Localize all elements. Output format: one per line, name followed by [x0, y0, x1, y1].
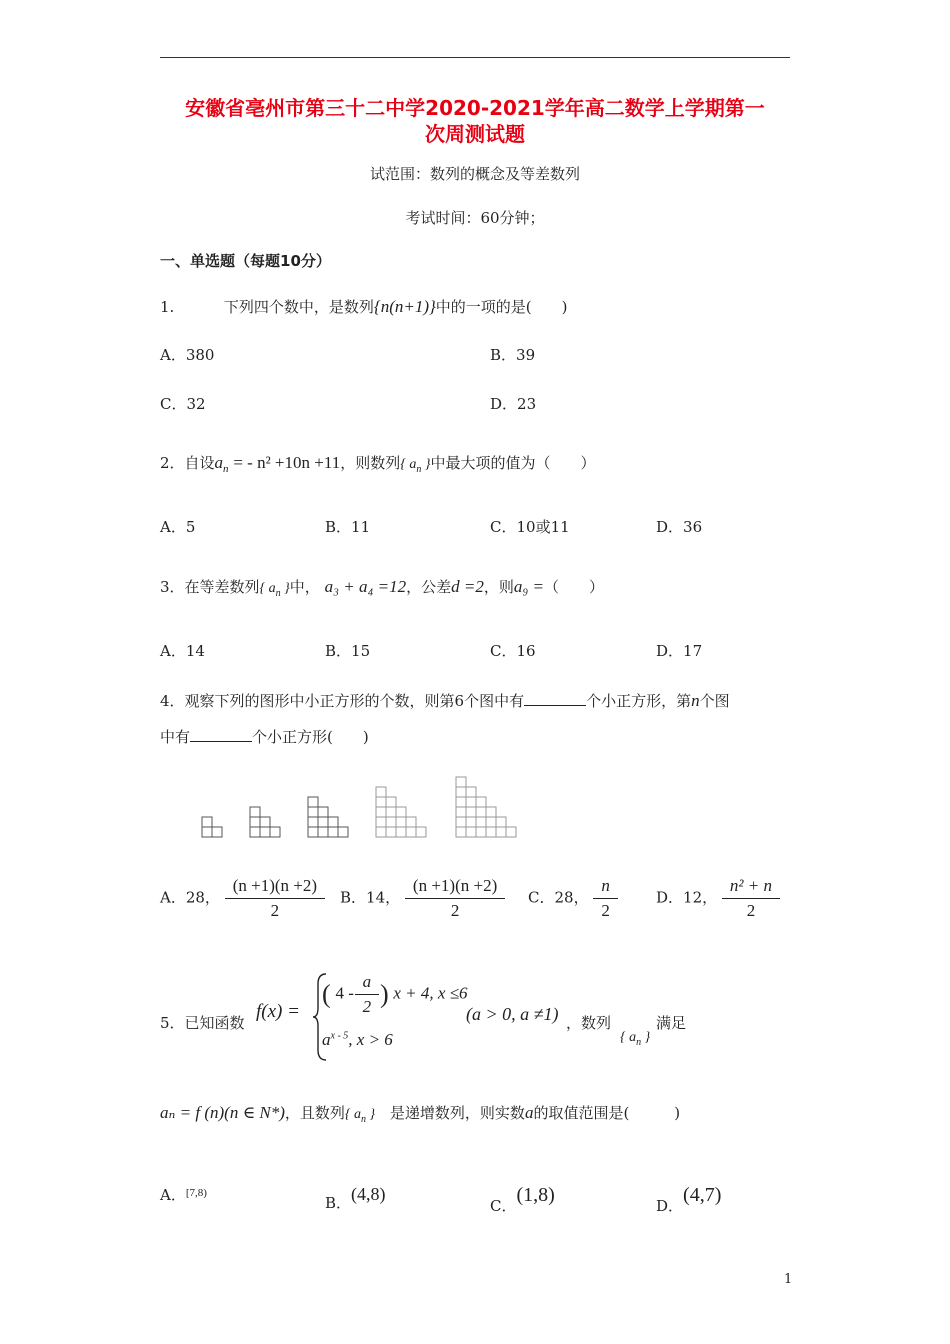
question-4-line2: [160, 726, 369, 747]
q5-option-c-val: (1,8): [516, 1184, 555, 1206]
q5-line2: aₙ = f (n)(n ∈ N*)，且数列{ $a_n$ } 是递增数列，则实数a的取值范围是( ): [160, 1103, 681, 1125]
q5-frac-num: a: [362, 972, 372, 991]
q5-option-b-label: B．: [325, 1194, 352, 1212]
q5-condition: (a > 0, a ≠1): [466, 1004, 559, 1024]
exam-time: 考试时间：60分钟；: [405, 209, 545, 227]
q4-n: n: [691, 691, 700, 710]
q5-text-post: 满足: [656, 1014, 687, 1032]
q1-text-pre: 下列四个数中，是数列: [223, 298, 374, 316]
q5-option-d-val: (4,7): [683, 1184, 722, 1206]
question-4-line1: [160, 690, 730, 711]
q4-option-d-label: D．12，: [656, 888, 718, 907]
q1-option-c: C．32: [160, 395, 206, 413]
exam-scope: 试范围：数列的概念及等差数列: [369, 165, 580, 183]
staircase-figures: [195, 770, 525, 840]
q2-text-post: 中最大项的值为（ ）: [430, 454, 596, 472]
q2-option-c: C．10或11: [490, 518, 570, 536]
doc-title-line2: 次周测试题: [425, 122, 525, 146]
section-title: 一、单选题（每题10分）: [160, 252, 331, 270]
q5-case2-rest: , x > 6: [348, 1030, 393, 1049]
page-number: 1: [784, 1272, 793, 1287]
q4-line1-mid: 个小正方形，第: [586, 692, 692, 710]
q4-option-d-den: 2: [722, 898, 780, 921]
q5-frac-den: 2: [355, 994, 380, 1017]
q2-option-a: A．5: [160, 518, 196, 536]
q5-option-a: [160, 1184, 207, 1205]
q4-option-c-num: n: [601, 876, 610, 895]
q5-option-c: [490, 1184, 555, 1216]
q2-equation: = - n² +10n +11: [233, 453, 341, 472]
q4-line1-post: 个图: [699, 692, 730, 710]
q4-line2-pre: 中有: [160, 728, 191, 746]
q4-line2-post: 个小正方形( ): [252, 728, 369, 746]
q4-option-b-label: B．14，: [340, 888, 401, 907]
q2-text-mid: ，则数列: [340, 454, 401, 472]
q2-a: a: [214, 453, 224, 472]
q1-option-b: B．39: [490, 346, 536, 364]
q5-case2-exp: x - 5: [330, 1030, 349, 1042]
q3-option-b: B．15: [325, 642, 371, 660]
q2-option-b: B．11: [325, 518, 371, 536]
doc-title-line1: 安徽省亳州市第三十二中学2020-2021学年高二数学上学期第一: [185, 96, 765, 120]
question-2: 2．自设$a_n$ = - n² +10n +11，则数列{ $a_n$ }中最大项的值为（ ）: [160, 453, 596, 475]
q1-text-post: 中的一项的是( ): [435, 298, 568, 316]
q5-line2-post: 是递增数列，则实数: [389, 1104, 525, 1122]
q3-text-zhong: 中，: [289, 578, 320, 596]
q3-eq1: a₃ + a₄ =12: [324, 577, 407, 596]
q4-option-a-den: 2: [225, 898, 325, 921]
q3-eq2: d =2: [451, 577, 484, 596]
q4-option-b: [340, 876, 501, 921]
q3-option-c: C．16: [490, 642, 536, 660]
q4-option-c: [528, 876, 614, 921]
q5-case1: ( 4 - $\frac{a}{2}$ ) x + 4, x ≤6: [322, 972, 468, 1016]
q4-option-a-num: (n +1)(n +2): [232, 876, 318, 895]
q5-option-d: [656, 1184, 721, 1216]
q4-option-c-label: C．28，: [528, 888, 589, 907]
q5-option-b: [325, 1184, 386, 1213]
q1-expr: {n(n+1)}: [373, 297, 436, 316]
q4-option-a-label: A．28，: [160, 888, 220, 907]
q2-option-d: D．36: [656, 518, 703, 536]
q1-option-d: D．23: [490, 395, 537, 413]
q5-case1-rest: x + 4, x ≤6: [393, 983, 468, 1003]
q5-line2-mid: ，且数列: [284, 1104, 345, 1122]
q5-case2-base: a: [322, 1030, 331, 1049]
q4-option-d: [656, 876, 776, 921]
q5-option-a-val: [7,8): [185, 1187, 207, 1199]
question-3: 3．在等差数列{ $a_n$ }中， a₃ + a₄ =12，公差d =2，则a₉ =（ ）: [160, 577, 604, 599]
q4-line1-pre: 4．观察下列的图形中小正方形的个数，则第6个图中有: [160, 692, 525, 710]
q5-line2-a: a: [524, 1103, 534, 1122]
q3-a9: a₉ =: [513, 577, 544, 596]
q3-text-gongcha: ，公差: [406, 578, 452, 596]
q5-fx: f(x) =: [256, 1001, 300, 1022]
q5-seq-an: { $a_n$ }: [620, 1030, 651, 1048]
q2-sub: n: [223, 463, 229, 475]
q4-option-b-num: (n +1)(n +2): [412, 876, 498, 895]
q5-option-c-label: C．: [490, 1197, 517, 1215]
q5-text-mid: ，数列: [566, 1014, 612, 1032]
q3-option-d: D．17: [656, 642, 703, 660]
q4-option-b-den: 2: [405, 898, 505, 921]
q3-option-a: A．14: [160, 642, 205, 660]
q3-text-post: （ ）: [543, 578, 604, 596]
q5-option-b-val: (4,8): [351, 1184, 386, 1204]
q5-option-d-label: D．: [656, 1197, 684, 1215]
q1-option-a: A．380: [160, 346, 215, 364]
q5-line2-eq: aₙ = f (n)(n ∈ N*): [160, 1103, 285, 1122]
question-1: [160, 296, 568, 317]
q1-number: 1.: [160, 298, 175, 316]
q2-text-pre: 2．自设: [160, 454, 215, 472]
q5-option-a-label: A．: [160, 1186, 186, 1204]
q3-text-pre: 3．在等差数列: [160, 578, 260, 596]
q5-text-pre: 5．已知函数: [160, 1014, 245, 1032]
q5-line2-end: 的取值范围是( ): [533, 1104, 681, 1122]
q3-text-ze: ，则: [483, 578, 514, 596]
q5-four: 4 -: [335, 983, 354, 1003]
header-rule: [160, 57, 790, 58]
q4-option-d-num: n² + n: [729, 876, 772, 895]
q5-case2: [322, 1030, 393, 1050]
q4-option-a: [160, 876, 321, 921]
q4-option-c-den: 2: [593, 898, 618, 921]
